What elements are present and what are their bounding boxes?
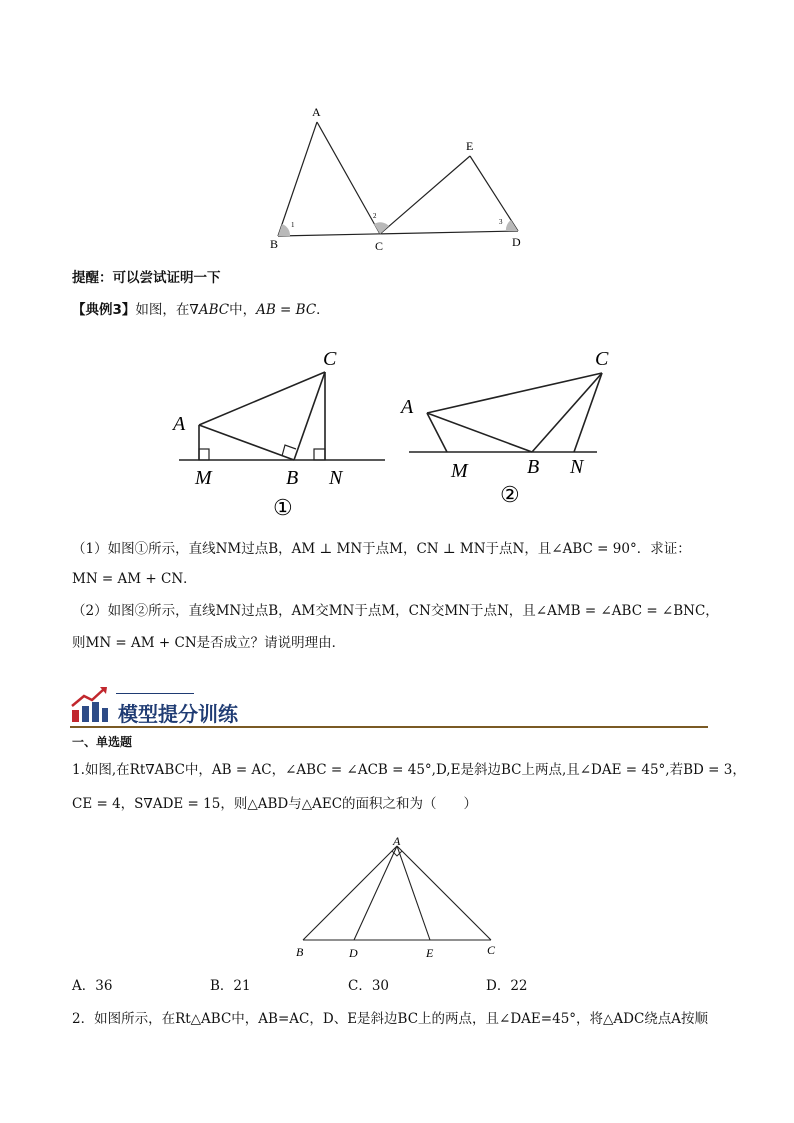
example3-q1-line1: （1）如图①所示，直线NM过点B，AM ⊥ MN于点M，CN ⊥ MN于点N，且∠ABC = 90°．求证：: [72, 541, 691, 557]
option-c[interactable]: C．30: [348, 978, 390, 994]
section-title: 模型提分训练: [118, 702, 238, 726]
example3-condition: AB = BC: [256, 302, 317, 318]
ex3-fig1-label-b: B: [286, 467, 299, 489]
ex3-fig1-label-c: C: [323, 348, 337, 370]
fig1-label-e: E: [466, 139, 474, 153]
q1-fig-label-d: D: [349, 946, 358, 960]
fig1-angle-2: 2: [373, 212, 377, 220]
example3-text2: 中，: [229, 302, 257, 318]
fig1-angle-3: 3: [499, 218, 503, 226]
q1-fig-label-a: A: [393, 834, 401, 848]
q1-fig-label-b: B: [296, 945, 304, 959]
ex3-fig1-label-a: A: [173, 413, 186, 435]
ex3-fig2-label-a: A: [401, 396, 414, 418]
ex3-fig1-number: ①: [273, 495, 293, 520]
ex3-fig2-label-m: M: [451, 460, 468, 482]
part1-q2-line1: 2．如图所示，在Rt△ABC中，AB=AC，D、E是斜边BC上的两点，且∠DAE=45°，将△ADC绕点A按顺: [72, 1011, 709, 1027]
ex3-fig1-label-m: M: [195, 467, 212, 489]
example3-q2-line1: （2）如图②所示，直线MN过点B，AM交MN于点M，CN交MN于点N，且∠AMB = ∠ABC = ∠BNC，: [72, 603, 719, 619]
q1-fig-label-c: C: [487, 943, 496, 957]
example3-tag: 【典例3】: [72, 302, 136, 318]
figure-q1-triangle: [290, 832, 510, 962]
part1-heading: 一、单选题: [72, 735, 133, 749]
fig1-label-d: D: [512, 235, 521, 249]
section-title-underline-short: [116, 693, 194, 694]
example3-q2-line2: 则MN = AM + CN是否成立？请说明理由．: [72, 635, 346, 651]
example3-text: 如图，在: [135, 302, 190, 318]
section-divider: [70, 726, 708, 728]
figure-example3: [165, 340, 625, 525]
part1-q1-line1: 1.如图,在Rt∇ABC中，AB = AC，∠ABC = ∠ACB = 45°,D,E是斜边BC上两点,且∠DAE = 45°,若BD = 3，: [72, 762, 746, 778]
option-d[interactable]: D．22: [486, 978, 528, 994]
fig1-label-c: C: [375, 239, 384, 253]
ex3-fig2-label-b: B: [527, 456, 540, 478]
hint-text: 提醒：可以尝试证明一下: [72, 270, 221, 286]
q1-fig-label-e: E: [426, 946, 434, 960]
fig1-label-b: B: [270, 237, 279, 251]
example3-q1-line2: MN = AM + CN．: [72, 571, 197, 587]
ex3-fig2-label-n: N: [570, 456, 584, 478]
example3-triangle: ∇ABC: [189, 302, 230, 318]
fig1-label-a: A: [312, 105, 321, 119]
example3-stem: [72, 302, 330, 318]
ex3-fig1-label-n: N: [329, 467, 343, 489]
part1-q1-line2: CE = 4，S∇ADE = 15，则△ABD与△AEC的面积之和为（ ）: [72, 796, 478, 812]
ex3-fig2-label-c: C: [595, 348, 609, 370]
ex3-fig2-number: ②: [500, 482, 520, 507]
bar-chart-up-icon: [70, 686, 110, 724]
option-b[interactable]: B．21: [210, 978, 251, 994]
option-a[interactable]: A．36: [72, 978, 113, 994]
example3-end: ．: [316, 302, 330, 318]
fig1-angle-1: 1: [291, 221, 295, 229]
figure-triangles-abc-cde: [260, 100, 540, 260]
